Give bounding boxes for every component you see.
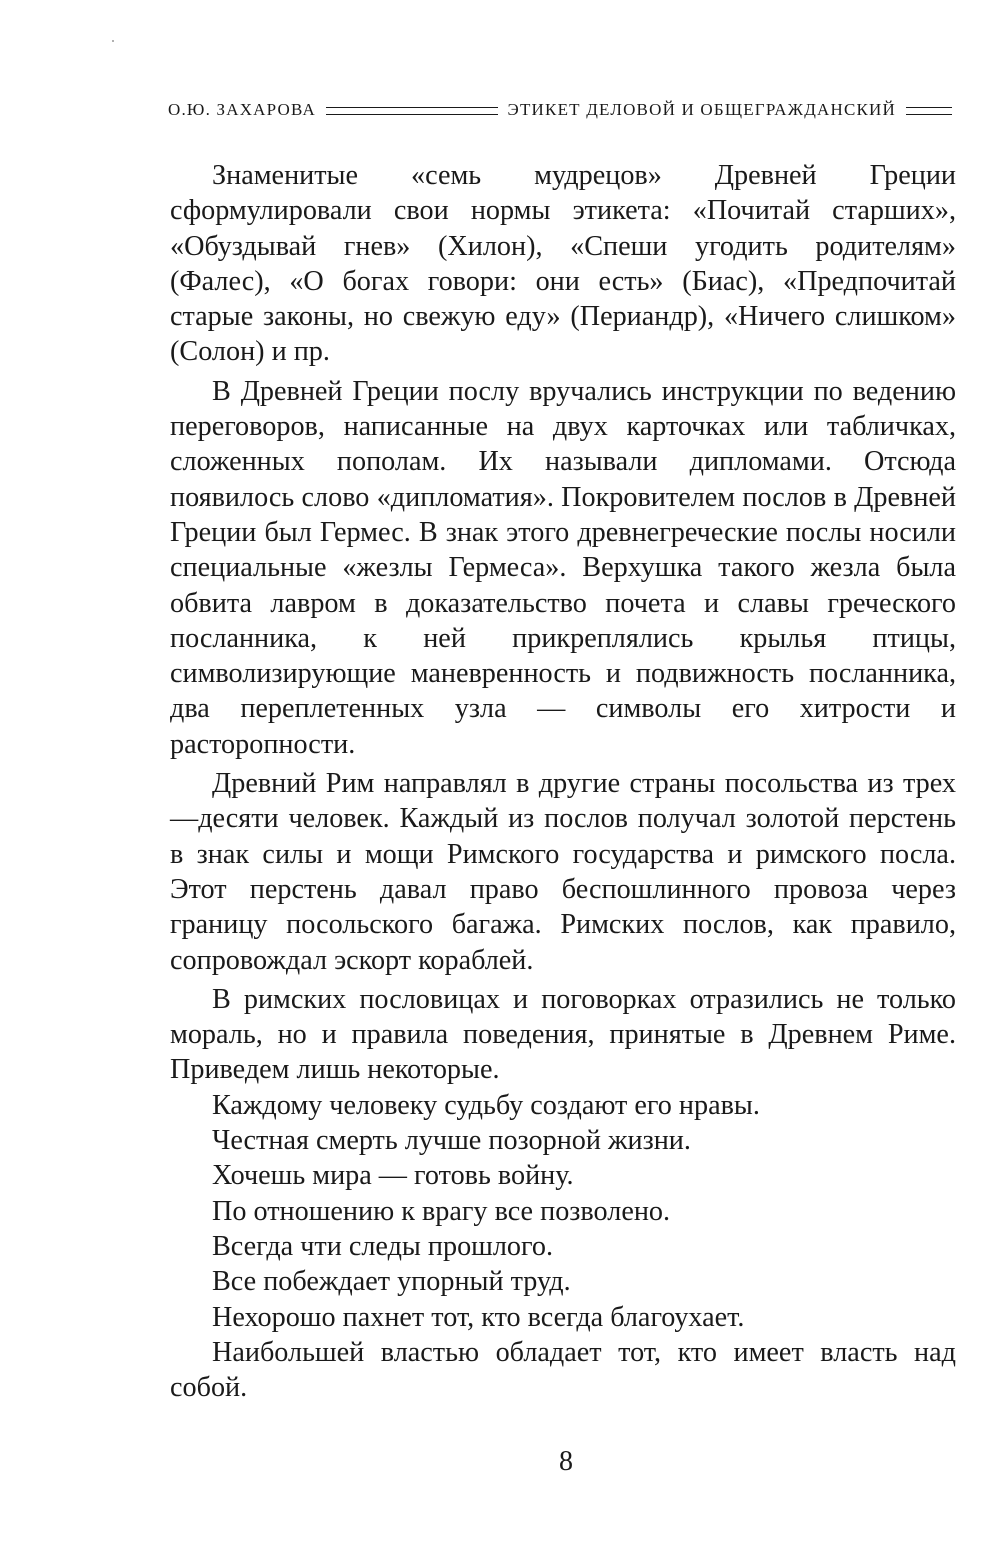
page-number: 8 <box>559 1446 573 1477</box>
proverb-item: Все побеждает упорный труд. <box>212 1266 571 1298</box>
header-book-title: ЭТИКЕТ ДЕЛОВОЙ И ОБЩЕГРАЖДАНСКИЙ <box>507 100 896 119</box>
scan-speck <box>112 40 114 42</box>
body-text <box>170 158 956 1405</box>
proverb-item: Честная смерть лучше позорной жизни. <box>212 1125 691 1157</box>
proverb-list <box>170 1088 956 1406</box>
header-double-rule-tail <box>906 107 952 115</box>
paragraph-roman-embassies: Древний Рим направлял в другие страны посольства из трех—десяти человек. Каждый из послов получал золотой перстень в знак силы и мощи Римского государства и римского посла. Этот перстень давал право беспошлинного провоза через границу посольского багажа. Римских послов, как правило, сопровождал эскорт кораблей. <box>170 768 956 976</box>
paragraph-roman-proverbs-intro: В римских пословицах и поговорках отразились не только мораль, но и правила поведения, принятые в Древнем Риме. Приведем лишь некоторые. <box>170 983 956 1086</box>
proverb-item: По отношению к врагу все позволено. <box>212 1195 671 1227</box>
paragraph-seven-sages: Знаменитые «семь мудрецов» Древней Греции сформулировали свои нормы этикета: «Почитай старших», «Обуздывай гнев» (Хилон), «Спеши угодить родителям» (Фалес), «О богах говори: они есть» (Биас), «Предпочитай старые законы, но свежую еду» (Периандр), «Ничего слишком» (Солон) и пр. <box>170 160 956 368</box>
running-header <box>168 96 952 124</box>
proverb-item: Нехорошо пахнет тот, кто всегда благоухает. <box>212 1301 745 1333</box>
proverb-item: Хочешь мира — готовь войну. <box>212 1160 574 1192</box>
proverb-item: Каждому человеку судьбу создают его нравы. <box>212 1089 760 1121</box>
proverb-item: Всегда чти следы прошлого. <box>212 1230 554 1262</box>
proverb-item: Наибольшей властью обладает тот, кто имеет власть над собой. <box>170 1336 956 1404</box>
header-author: О.Ю. ЗАХАРОВА <box>168 100 316 119</box>
paragraph-greek-envoys: В Древней Греции послу вручались инструкции по ведению переговоров, написанные на двух карточках или табличках, сложенных пополам. Их называли дипломами. Отсюда появилось слово «дипломатия». Покровителем послов в Древней Греции был Гермес. В знак этого древнегреческие послы носили специальные «жезлы Гермеса». Верхушка такого жезла была обвита лавром в доказательство почета и славы греческого посланника, к ней прикреплялись крылья птицы, символизирующие маневренность и подвижность посланника, два переплетенных узла — символы его хитрости и расторопности. <box>170 375 956 760</box>
header-double-rule <box>326 107 498 115</box>
